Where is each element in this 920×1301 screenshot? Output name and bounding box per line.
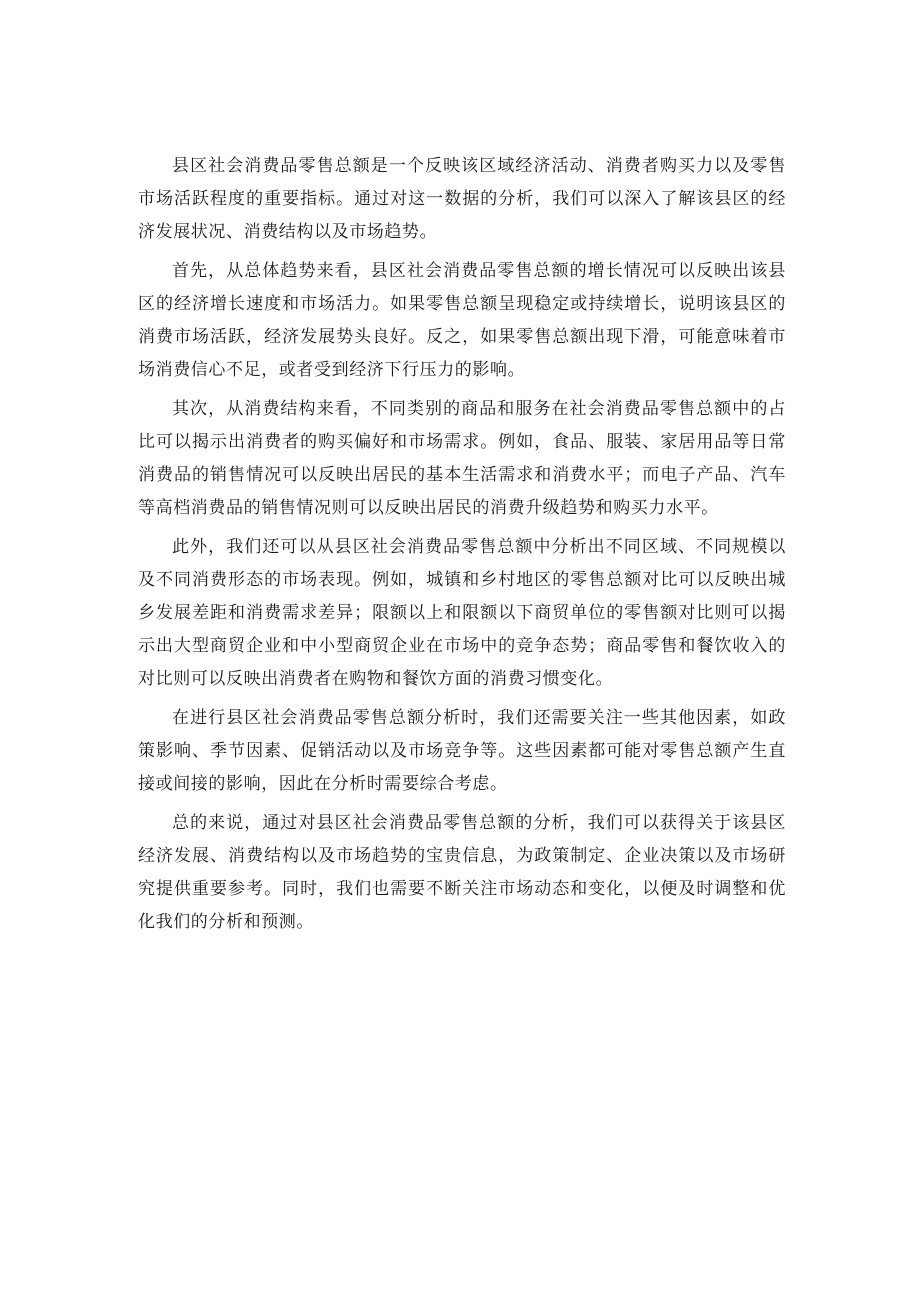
paragraph-regional-analysis: 此外，我们还可以从县区社会消费品零售总额中分析出不同区域、不同规模以及不同消费形态的市场表现。例如，城镇和乡村地区的零售总额对比可以反映出城乡发展差距和消费需求差异；限额以上和限额以下商贸单位的零售额对比则可以揭示出大型商贸企业和中小型商贸企业在市场中的竞争态势；商品零售和餐饮收入的对比则可以反映出消费者在购物和餐饮方面的消费习惯变化。	[138, 537, 786, 689]
paragraph-overall-trend: 首先，从总体趋势来看，县区社会消费品零售总额的增长情况可以反映出该县区的经济增长速度和市场活力。如果零售总额呈现稳定或持续增长，说明该县区的消费市场活跃，经济发展势头良好。反之，如果零售总额出现下滑，可能意味着市场消费信心不足，或者受到经济下行压力的影响。	[138, 261, 786, 380]
document-page	[138, 150, 786, 945]
paragraph-intro: 县区社会消费品零售总额是一个反映该区域经济活动、消费者购买力以及零售市场活跃程度的重要指标。通过对这一数据的分析，我们可以深入了解该县区的经济发展状况、消费结构以及市场趋势。	[138, 156, 786, 242]
paragraph-consumption-structure: 其次，从消费结构来看，不同类别的商品和服务在社会消费品零售总额中的占比可以揭示出消费者的购买偏好和市场需求。例如，食品、服装、家居用品等日常消费品的销售情况可以反映出居民的基本生活需求和消费水平；而电子产品、汽车等高档消费品的销售情况则可以反映出居民的消费升级趋势和购买力水平。	[138, 399, 786, 518]
paragraph-conclusion: 总的来说，通过对县区社会消费品零售总额的分析，我们可以获得关于该县区经济发展、消费结构以及市场趋势的宝贵信息，为政策制定、企业决策以及市场研究提供重要参考。同时，我们也需要不断关注市场动态和变化，以便及时调整和优化我们的分析和预测。	[138, 813, 786, 932]
paragraph-other-factors: 在进行县区社会消费品零售总额分析时，我们还需要关注一些其他因素，如政策影响、季节因素、促销活动以及市场竞争等。这些因素都可能对零售总额产生直接或间接的影响，因此在分析时需要综合考虑。	[138, 708, 786, 794]
